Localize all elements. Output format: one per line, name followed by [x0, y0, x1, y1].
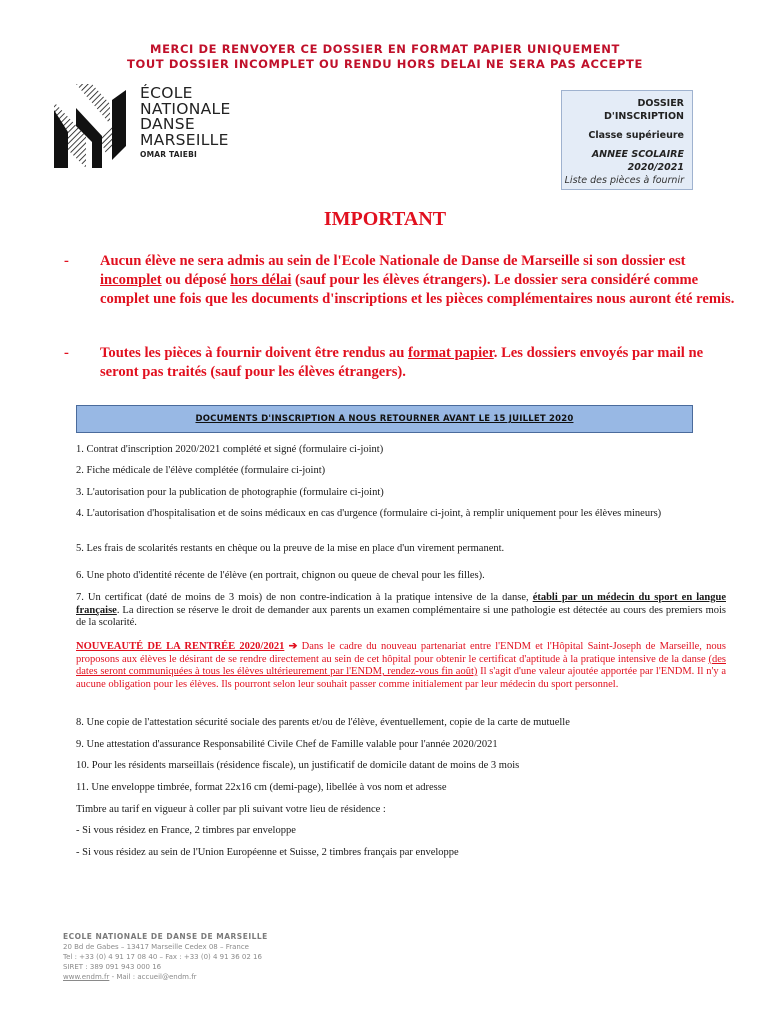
logo-line-3: DANSE — [140, 115, 195, 133]
footer-address: 20 Bd de Gabes – 13417 Marseille Cedex 08 – France — [63, 943, 249, 951]
top-notice — [0, 42, 770, 72]
list-item-3: 3. L'autorisation pour la publication de photographie (formulaire ci-joint) — [76, 487, 384, 498]
bullet-2-underline-format: format papier — [407, 345, 494, 361]
logo-line-2: NATIONALE — [140, 99, 231, 118]
bullet-dash: - — [64, 253, 69, 269]
bullet-2-text-b: . Les dossiers envoyés par mail ne seront pas traités (sauf pour les élèves étrangers). — [100, 345, 704, 380]
list-item-9: 9. Une attestation d'assurance Responsabilité Civile Chef de Famille valable pour l'année 2020/2021 — [76, 739, 498, 750]
important-title: IMPORTANT — [323, 208, 447, 230]
timbre-france: - Si vous résidez en France, 2 timbres par enveloppe — [76, 825, 296, 836]
bullet-dash: - — [64, 345, 69, 361]
info-liste: Liste des pièces à fournir — [564, 175, 684, 186]
bullet-1-underline-hors-delai: hors délai — [230, 272, 292, 288]
footer — [63, 932, 268, 982]
info-classe: Classe supérieure — [588, 130, 684, 141]
logo-line-1: ÉCOLE — [140, 84, 193, 102]
list-item-1: 1. Contrat d'inscription 2020/2021 complété et signé (formulaire ci-joint) — [76, 444, 384, 455]
info-dossier: DOSSIER — [637, 98, 684, 109]
item-7-text-b: . La direction se réserve le droit de demander aux parents un examen complémentaire si une pathologie est détectée au cours des premiers mois de la scolarité. — [76, 604, 726, 628]
list-item-8: 8. Une copie de l'attestation sécurité sociale des parents et/ou de l'élève, éventuellement, copie de la carte de mutuelle — [76, 717, 570, 728]
bullet-1-text-b: ou déposé — [161, 272, 231, 288]
bullet-1-underline-incomplet: incomplet — [100, 272, 162, 288]
list-item-10: 10. Pour les résidents marseillais (résidence fiscale), un justificatif de domicile datant de moins de 3 mois — [76, 760, 520, 771]
nouveaute-underline: (des dates seront communiquées à tous les élèves ultérieurement par l'ENDM, rendez-vous fin août) — [76, 653, 726, 677]
list-item-2: 2. Fiche médicale de l'élève complétée (formulaire ci-joint) — [76, 465, 326, 476]
footer-contact — [63, 972, 268, 982]
footer-web-link[interactable]: www.endm.fr — [63, 973, 110, 981]
documents-header: DOCUMENTS D'INSCRIPTION A NOUS RETOURNER AVANT LE 15 JUILLET 2020 — [76, 405, 693, 433]
dossier-info-box — [561, 90, 693, 190]
logo-text — [140, 86, 231, 148]
bullet-1-text-c: (sauf pour les élèves étrangers). Le dossier sera considéré comme complet une fois que les documents d'inscriptions et les pièces complémentaires nous auront été remis. — [100, 272, 735, 307]
nouveaute-title: NOUVEAUTÉ DE LA RENTRÉE 2020/2021 — [76, 641, 285, 652]
list-item-6: 6. Une photo d'identité récente de l'élève (en portrait, chignon ou queue de cheval pour les filles). — [76, 570, 485, 581]
important-bullet-1 — [64, 252, 745, 309]
logo-subtitle: OMAR TAIEBI — [140, 150, 197, 159]
timbre-ue: - Si vous résidez au sein de l'Union Européenne et Suisse, 2 timbres français par enveloppe — [76, 847, 459, 858]
item-7-emphasis: établi par un médecin du sport en langue française — [76, 592, 726, 616]
nouveaute-paragraph — [76, 641, 726, 691]
footer-siret: SIRET : 389 091 943 000 16 — [63, 963, 162, 971]
notice-line-1: MERCI DE RENVOYER CE DOSSIER EN FORMAT PAPIER UNIQUEMENT — [150, 42, 620, 56]
bullet-2-text-a: Toutes les pièces à fournir doivent être rendus au — [100, 345, 408, 361]
notice-line-2: TOUT DOSSIER INCOMPLET OU RENDU HORS DELAI NE SERA PAS ACCEPTE — [127, 57, 643, 71]
timbre-text: Timbre au tarif en vigueur à coller par pli suivant votre lieu de résidence : — [76, 804, 386, 815]
nouveaute-text-b: Il s'agit d'une valeur ajoutée apportée par l'ENDM. Il n'y a aucune obligation pour les élèves. Ils pourront selon leur souhait passer comme initialement par leur médecin du sport personnel. — [76, 666, 726, 690]
list-item-7 — [76, 592, 726, 630]
bullet-1-text-a: Aucun élève ne sera admis au sein de l'Ecole Nationale de Danse de Marseille si son dossier est — [100, 253, 686, 269]
footer-mail: - Mail : accueil@endm.fr — [109, 973, 197, 981]
item-7-text-a: 7. Un certificat (daté de moins de 3 mois) de non contre-indication à la pratique intensive de la danse, — [76, 592, 533, 603]
nouveaute-text-a: Dans le cadre du nouveau partenariat entre l'ENDM et l'Hôpital Saint-Joseph de Marseille, nous proposons aux élèves le désirant de se rendre directement au sein de cet hôpital pour obtenir le certificat d'aptitude à la pratique intensive de la danse — [76, 641, 726, 665]
info-annee-value: 2020/2021 — [627, 162, 684, 173]
info-inscription: D'INSCRIPTION — [604, 111, 684, 122]
list-item-5: 5. Les frais de scolarités restants en chèque ou la preuve de la mise en place d'un virement permanent. — [76, 543, 505, 554]
list-item-11: 11. Une enveloppe timbrée, format 22x16 cm (demi-page), libellée à vos nom et adresse — [76, 782, 447, 793]
info-annee-label: ANNEE SCOLAIRE — [591, 149, 684, 160]
logo-line-4: MARSEILLE — [140, 130, 229, 149]
footer-title: ECOLE NATIONALE DE DANSE DE MARSEILLE — [63, 932, 268, 941]
list-item-4: 4. L'autorisation d'hospitalisation et de soins médicaux en cas d'urgence (formulaire ci-joint, à remplir uniquement pour les élèves mineurs) — [76, 508, 662, 519]
arrow-right-icon: ➔ — [288, 641, 298, 652]
footer-phone: Tel : +33 (0) 4 91 17 08 40 – Fax : +33 (0) 4 91 36 02 16 — [63, 953, 262, 961]
important-bullet-2 — [64, 344, 745, 382]
